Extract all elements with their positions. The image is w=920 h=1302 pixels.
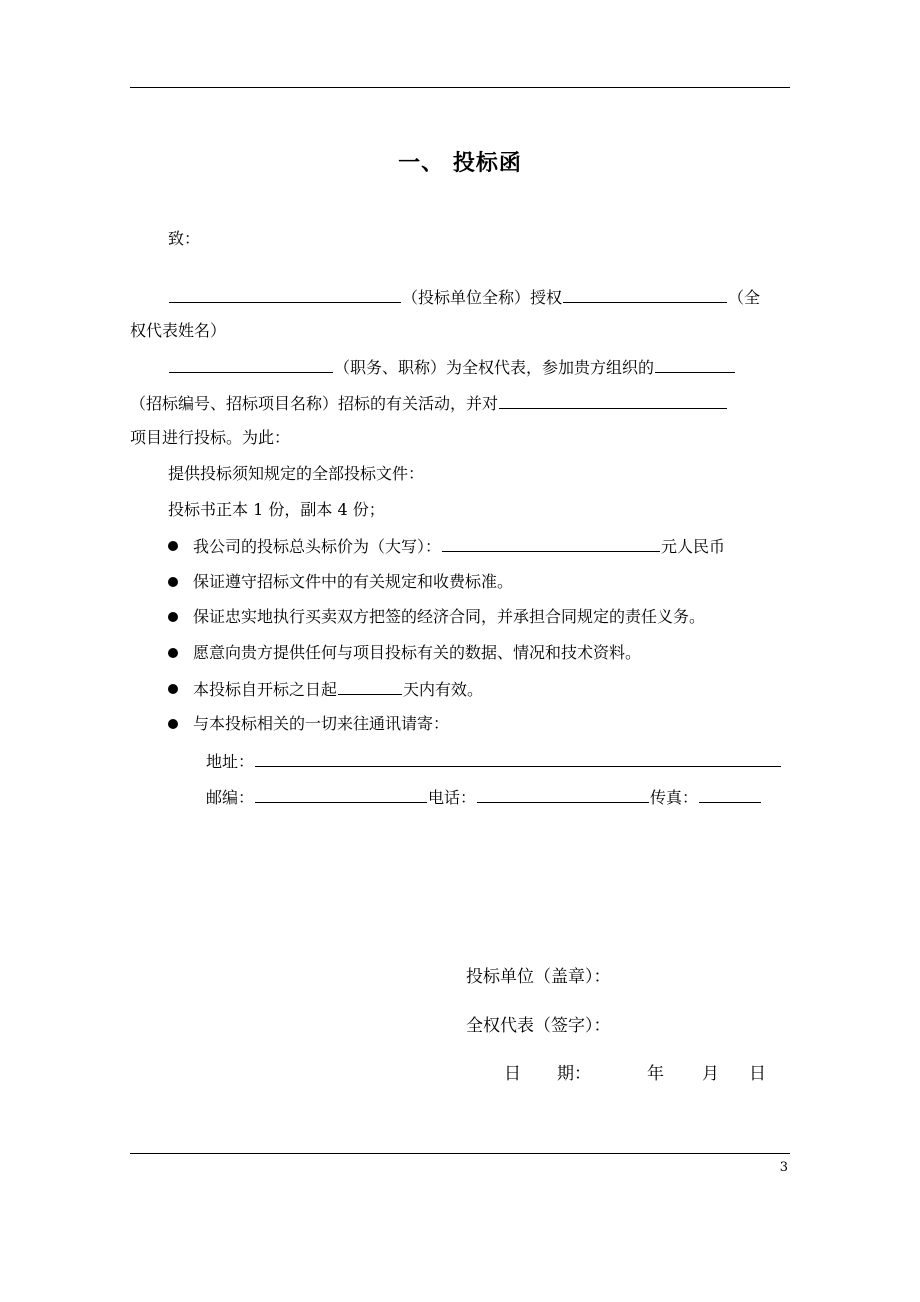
- position-label: （职务、职称）为全权代表，参加贵方组织的: [334, 358, 655, 377]
- date-row: [504, 1063, 766, 1085]
- date-label-qi: 期：: [557, 1064, 591, 1084]
- fax-label: 传真：: [650, 788, 699, 807]
- fax-blank[interactable]: [699, 786, 761, 803]
- bullet-validity: [193, 678, 483, 701]
- copies-line: 投标书正本 1 份，副本 4 份；: [168, 500, 385, 519]
- bidder-stamp-label: 投标单位（盖章）：: [466, 967, 611, 987]
- full-label-start: （全: [728, 288, 761, 307]
- tender-activity-label: （招标编号、招标项目名称）招标的有关活动，并对: [130, 394, 499, 413]
- salutation: 致：: [168, 229, 201, 248]
- representative-sign-label: 全权代表（签字）：: [466, 1016, 611, 1036]
- phone-label: 电话：: [428, 788, 477, 807]
- provide-documents-line: 提供投标须知规定的全部投标文件：: [168, 464, 425, 483]
- day-label: 日: [749, 1064, 766, 1084]
- address-label: 地址：: [206, 752, 255, 771]
- position-line: [168, 356, 736, 379]
- bullet-icon: [168, 612, 178, 622]
- footer-rule: [130, 1153, 790, 1154]
- page-number: 3: [779, 1160, 788, 1175]
- project-blank[interactable]: [499, 392, 727, 409]
- bullet-icon: [168, 648, 178, 658]
- validity-unit: 天内有效。: [403, 680, 484, 699]
- authorization-line-cont: 权代表姓名）: [130, 321, 227, 340]
- year-label: 年: [647, 1064, 664, 1084]
- bidder-name-blank[interactable]: [169, 286, 401, 303]
- bullet-icon: [168, 577, 178, 587]
- bullet-comply: 保证遵守招标文件中的有关规定和收费标准。: [193, 572, 514, 591]
- representative-name-blank[interactable]: [563, 286, 727, 303]
- header-rule: [130, 87, 790, 88]
- project-line: 项目进行投标。为此：: [130, 428, 291, 447]
- bullet-contact: 与本投标相关的一切来往通讯请寄：: [193, 714, 450, 733]
- tender-number-blank[interactable]: [655, 356, 735, 373]
- bullet-icon: [168, 719, 178, 729]
- price-blank[interactable]: [442, 535, 660, 552]
- authorization-line: [168, 286, 760, 309]
- phone-blank[interactable]: [477, 786, 649, 803]
- postcode-blank[interactable]: [255, 786, 427, 803]
- validity-label: 本投标自开标之日起: [193, 680, 338, 699]
- address-row: [206, 750, 782, 773]
- postcode-row: [206, 786, 762, 809]
- price-label: 我公司的投标总头标价为（大写）：: [193, 537, 442, 556]
- bullet-willing: 愿意向贵方提供任何与项目投标有关的数据、情况和技术资料。: [193, 643, 642, 662]
- date-label-ri: 日: [504, 1064, 521, 1084]
- month-label: 月: [702, 1064, 719, 1084]
- position-blank[interactable]: [169, 356, 333, 373]
- postcode-label: 邮编：: [206, 788, 255, 807]
- tender-activity-line: [130, 392, 728, 415]
- price-unit: 元人民币: [661, 537, 726, 556]
- page-title: 一、 投标函: [398, 151, 522, 176]
- bullet-icon: [168, 541, 178, 551]
- address-blank[interactable]: [255, 750, 781, 767]
- bullet-contract: 保证忠实地执行买卖双方把签的经济合同，并承担合同规定的责任义务。: [193, 607, 706, 626]
- bullet-icon: [168, 684, 178, 694]
- validity-days-blank[interactable]: [338, 678, 402, 695]
- bullet-price: [193, 535, 725, 558]
- bidder-name-label: （投标单位全称）授权: [402, 288, 563, 307]
